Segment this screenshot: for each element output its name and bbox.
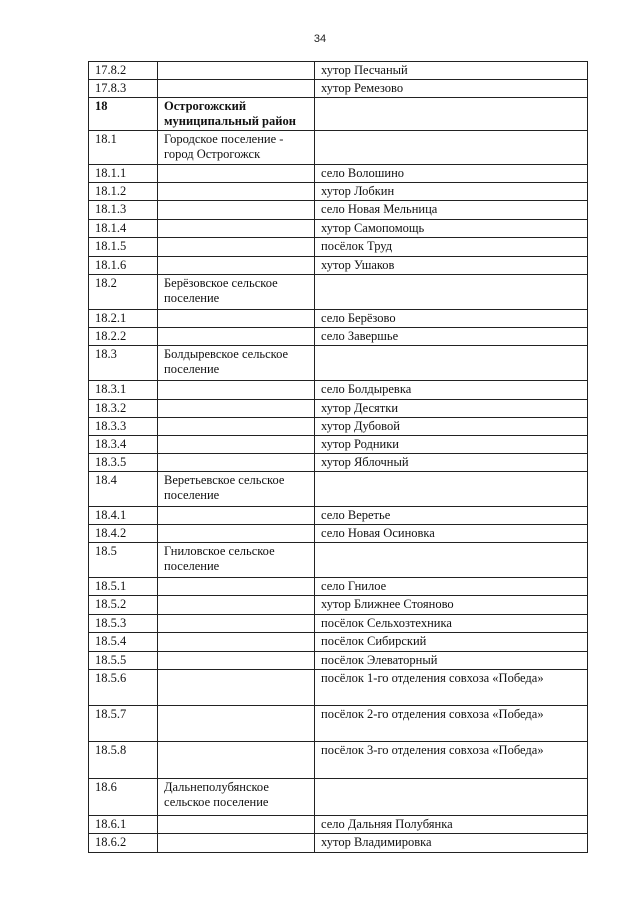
table-row	[89, 131, 588, 165]
row-number-cell: 18.1.3	[89, 201, 158, 220]
row-number-cell: 18.6	[89, 779, 158, 816]
table-row	[89, 633, 588, 652]
table-row	[89, 381, 588, 400]
settlement-cell: хутор Самопомощь	[315, 220, 588, 238]
settlement-cell: хутор Ближнее Стояново	[315, 596, 588, 615]
row-number-cell: 18.3.2	[89, 400, 158, 418]
row-number-cell: 18.1.5	[89, 238, 158, 257]
municipality-cell	[158, 834, 315, 853]
municipality-cell	[158, 596, 315, 615]
table-row	[89, 652, 588, 670]
row-number-cell: 18.5.7	[89, 706, 158, 742]
municipality-cell	[158, 436, 315, 454]
row-number-cell: 18.5	[89, 543, 158, 578]
municipality-cell	[158, 201, 315, 220]
table-row	[89, 742, 588, 779]
row-number-cell: 18.2	[89, 275, 158, 310]
municipality-cell: Городское поселение - город Острогожск	[158, 131, 315, 165]
settlement-cell: село Болдыревка	[315, 381, 588, 400]
settlement-cell	[315, 779, 588, 816]
table-row	[89, 80, 588, 98]
settlement-cell: посёлок 1-го отделения совхоза «Победа»	[315, 670, 588, 706]
municipality-cell	[158, 400, 315, 418]
row-number-cell: 18.1.6	[89, 257, 158, 275]
row-number-cell: 18.3.5	[89, 454, 158, 472]
row-number-cell: 18.5.3	[89, 615, 158, 633]
settlement-cell: хутор Десятки	[315, 400, 588, 418]
row-number-cell: 18.1	[89, 131, 158, 165]
settlement-cell: хутор Родники	[315, 436, 588, 454]
municipality-cell	[158, 633, 315, 652]
municipality-cell	[158, 615, 315, 633]
municipality-cell	[158, 418, 315, 436]
municipality-cell: Гниловское сельское поселение	[158, 543, 315, 578]
municipality-cell	[158, 381, 315, 400]
settlement-cell: село Волошино	[315, 165, 588, 183]
municipality-cell	[158, 257, 315, 275]
settlement-cell: хутор Ушаков	[315, 257, 588, 275]
municipality-cell	[158, 816, 315, 834]
row-number-cell: 18.5.5	[89, 652, 158, 670]
table-row	[89, 670, 588, 706]
table-row	[89, 525, 588, 543]
settlement-cell	[315, 543, 588, 578]
municipality-cell	[158, 706, 315, 742]
settlements-table	[88, 61, 588, 853]
municipality-cell: Острогожский муниципальный район	[158, 98, 315, 131]
table-row	[89, 62, 588, 80]
row-number-cell: 18.6.1	[89, 816, 158, 834]
table-row	[89, 220, 588, 238]
table-row	[89, 779, 588, 816]
row-number-cell: 17.8.3	[89, 80, 158, 98]
municipality-cell	[158, 670, 315, 706]
row-number-cell: 18.4.1	[89, 507, 158, 525]
municipality-cell	[158, 578, 315, 596]
table-row	[89, 328, 588, 346]
table-row	[89, 615, 588, 633]
table-row	[89, 238, 588, 257]
table-row	[89, 436, 588, 454]
row-number-cell: 18.3	[89, 346, 158, 381]
settlement-cell: посёлок Сибирский	[315, 633, 588, 652]
page-number: 34	[313, 33, 327, 45]
settlement-cell: посёлок Сельхозтехника	[315, 615, 588, 633]
settlement-cell	[315, 275, 588, 310]
table-row	[89, 165, 588, 183]
row-number-cell: 18.5.4	[89, 633, 158, 652]
settlement-cell: посёлок Труд	[315, 238, 588, 257]
row-number-cell: 18.4	[89, 472, 158, 507]
settlement-cell: посёлок 2-го отделения совхоза «Победа»	[315, 706, 588, 742]
row-number-cell: 18.4.2	[89, 525, 158, 543]
municipality-cell	[158, 328, 315, 346]
settlement-cell: хутор Дубовой	[315, 418, 588, 436]
municipality-cell	[158, 507, 315, 525]
municipality-cell	[158, 742, 315, 779]
row-number-cell: 18.5.8	[89, 742, 158, 779]
settlement-cell	[315, 131, 588, 165]
municipality-cell	[158, 310, 315, 328]
row-number-cell: 17.8.2	[89, 62, 158, 80]
settlement-cell: село Берёзово	[315, 310, 588, 328]
settlement-cell: село Дальняя Полубянка	[315, 816, 588, 834]
settlement-cell: хутор Лобкин	[315, 183, 588, 201]
table-row	[89, 400, 588, 418]
municipality-cell	[158, 183, 315, 201]
row-number-cell: 18.5.2	[89, 596, 158, 615]
row-number-cell: 18.2.1	[89, 310, 158, 328]
settlement-cell: село Завершье	[315, 328, 588, 346]
settlement-cell: село Гнилое	[315, 578, 588, 596]
table-row	[89, 596, 588, 615]
settlement-cell	[315, 98, 588, 131]
municipality-cell	[158, 80, 315, 98]
row-number-cell: 18.3.1	[89, 381, 158, 400]
municipality-cell	[158, 165, 315, 183]
table-row	[89, 346, 588, 381]
table-row	[89, 98, 588, 131]
settlement-cell: посёлок Элеваторный	[315, 652, 588, 670]
municipality-cell: Берёзовское сельское поселение	[158, 275, 315, 310]
municipality-cell	[158, 238, 315, 257]
row-number-cell: 18.1.4	[89, 220, 158, 238]
municipality-cell: Болдыревское сельское поселение	[158, 346, 315, 381]
municipality-cell	[158, 652, 315, 670]
row-number-cell: 18.3.4	[89, 436, 158, 454]
municipality-cell	[158, 62, 315, 80]
table-row	[89, 816, 588, 834]
table-body	[89, 62, 588, 853]
table-row	[89, 183, 588, 201]
table-row	[89, 543, 588, 578]
row-number-cell: 18.1.1	[89, 165, 158, 183]
settlement-cell	[315, 346, 588, 381]
table-row	[89, 275, 588, 310]
table-row	[89, 834, 588, 853]
settlement-cell: село Веретье	[315, 507, 588, 525]
table-row	[89, 418, 588, 436]
municipality-cell	[158, 454, 315, 472]
row-number-cell: 18.6.2	[89, 834, 158, 853]
settlement-cell: хутор Ремезово	[315, 80, 588, 98]
table-row	[89, 472, 588, 507]
table-row	[89, 257, 588, 275]
row-number-cell: 18	[89, 98, 158, 131]
row-number-cell: 18.1.2	[89, 183, 158, 201]
settlement-cell: село Новая Осиновка	[315, 525, 588, 543]
row-number-cell: 18.3.3	[89, 418, 158, 436]
table-row	[89, 706, 588, 742]
municipality-cell	[158, 525, 315, 543]
row-number-cell: 18.5.1	[89, 578, 158, 596]
settlement-cell: хутор Владимировка	[315, 834, 588, 853]
table-row	[89, 578, 588, 596]
municipality-cell	[158, 220, 315, 238]
table-row	[89, 310, 588, 328]
table-row	[89, 454, 588, 472]
row-number-cell: 18.2.2	[89, 328, 158, 346]
row-number-cell: 18.5.6	[89, 670, 158, 706]
municipality-cell: Веретьевское сельское поселение	[158, 472, 315, 507]
settlement-cell: посёлок 3-го отделения совхоза «Победа»	[315, 742, 588, 779]
settlement-cell: хутор Песчаный	[315, 62, 588, 80]
table-row	[89, 507, 588, 525]
settlement-cell	[315, 472, 588, 507]
settlement-cell: хутор Яблочный	[315, 454, 588, 472]
settlement-cell: село Новая Мельница	[315, 201, 588, 220]
municipality-cell: Дальнеполубянское сельское поселение	[158, 779, 315, 816]
table-row	[89, 201, 588, 220]
